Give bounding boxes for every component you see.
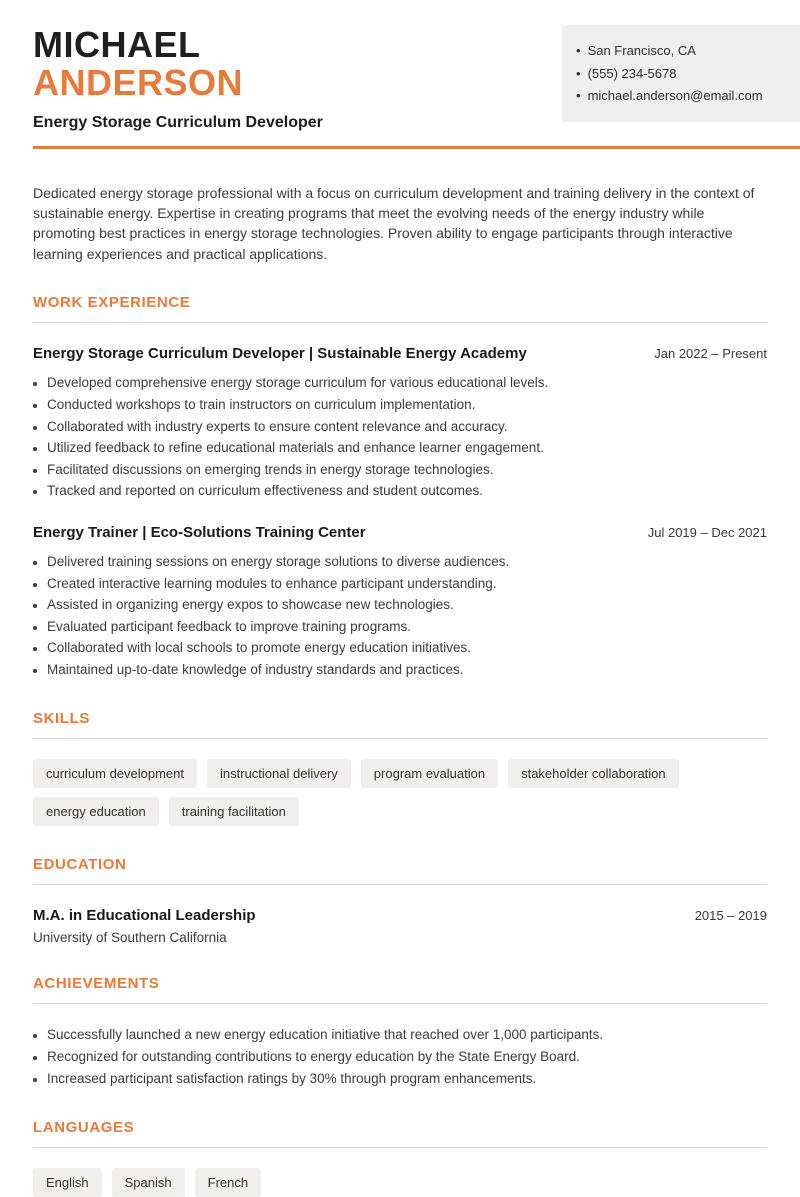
achievement-bullet: • Increased participant satisfaction ratings by 30% through program enhancements. bbox=[47, 1068, 767, 1090]
job-head bbox=[33, 524, 767, 541]
contact-email: michael.anderson@email.com bbox=[587, 88, 763, 104]
job-bullet: • Assisted in organizing energy expos to showcase new technologies. bbox=[47, 594, 767, 616]
job-title: Energy Trainer | Eco-Solutions Training Center bbox=[33, 523, 366, 541]
achievement-bullet: • Recognized for outstanding contributions to energy education by the State Energy Board. bbox=[47, 1046, 767, 1068]
section-heading-education: EDUCATION bbox=[33, 856, 127, 874]
skill-tag: training facilitation bbox=[169, 797, 299, 826]
summary-text: Dedicated energy storage professional with a focus on curriculum development and training delivery in the context of sustainable energy. Expertise in creating programs that meet the evolving needs of the energy industry while promoting best practices in energy storage technologies. Proven ability to engage participants through interactive learning experiences and practical applications. bbox=[33, 184, 755, 262]
skill-tag: energy education bbox=[33, 797, 159, 826]
section-rule bbox=[33, 884, 767, 885]
skill-tag: program evaluation bbox=[361, 759, 498, 788]
education-degree: M.A. in Educational Leadership bbox=[33, 907, 256, 925]
section-rule bbox=[33, 1147, 767, 1148]
job-bullet: • Collaborated with industry experts to ensure content relevance and accuracy. bbox=[47, 416, 767, 438]
achievements-bullet-list bbox=[33, 1024, 767, 1089]
job-bullet: • Evaluated participant feedback to improve training programs. bbox=[47, 616, 767, 638]
job-bullet: • Created interactive learning modules to enhance participant understanding. bbox=[47, 573, 767, 595]
job-dates: Jul 2019 – Dec 2021 bbox=[647, 524, 767, 540]
skills-tag-list bbox=[33, 759, 767, 826]
job-bullet: • Maintained up-to-date knowledge of industry standards and practices. bbox=[47, 659, 767, 681]
header-divider bbox=[33, 146, 800, 149]
job-entry bbox=[33, 345, 767, 502]
job-dates: Jan 2022 – Present bbox=[654, 346, 767, 362]
contact-location-row bbox=[576, 42, 784, 60]
job-bullet-list bbox=[33, 372, 767, 502]
job-head bbox=[33, 345, 767, 362]
section-rule bbox=[33, 738, 767, 739]
job-bullet: • Utilized feedback to refine educational materials and enhance learner engagement. bbox=[47, 437, 767, 459]
contact-card bbox=[562, 25, 800, 122]
skill-tag: curriculum development bbox=[33, 759, 197, 788]
achievement-bullet: • Successfully launched a new energy education initiative that reached over 1,000 participants. bbox=[47, 1024, 767, 1046]
section-heading-work: WORK EXPERIENCE bbox=[33, 294, 191, 312]
language-tag: English bbox=[33, 1168, 102, 1197]
header bbox=[0, 0, 800, 149]
section-achievements bbox=[33, 975, 767, 1089]
bullet-icon: • bbox=[576, 43, 581, 58]
job-bullet: • Delivered training sessions on energy storage solutions to diverse audiences. bbox=[47, 551, 767, 573]
section-rule bbox=[33, 1003, 767, 1004]
resume-title: Energy Storage Curriculum Developer bbox=[33, 113, 323, 131]
bullet-icon: • bbox=[576, 65, 581, 81]
languages-tag-list bbox=[33, 1168, 767, 1197]
section-skills bbox=[33, 710, 767, 826]
job-title: Energy Storage Curriculum Developer | Sustainable Energy Academy bbox=[33, 345, 527, 363]
job-bullet: • Facilitated discussions on emerging trends in energy storage technologies. bbox=[47, 459, 767, 481]
section-rule bbox=[33, 322, 767, 323]
contact-phone: (555) 234-5678 bbox=[587, 65, 677, 81]
skill-tag: instructional delivery bbox=[207, 759, 351, 788]
language-tag: Spanish bbox=[112, 1168, 185, 1197]
content bbox=[0, 183, 800, 1197]
section-work-experience bbox=[33, 294, 767, 680]
section-education bbox=[33, 856, 767, 945]
contact-email-row bbox=[576, 87, 784, 105]
job-bullet: • Developed comprehensive energy storage curriculum for various educational levels. bbox=[47, 372, 767, 394]
language-tag: French bbox=[195, 1168, 261, 1197]
first-name: MICHAEL bbox=[33, 24, 201, 65]
education-dates: 2015 – 2019 bbox=[694, 908, 767, 924]
contact-phone-row bbox=[576, 65, 784, 83]
job-bullet: • Conducted workshops to train instructors on curriculum implementation. bbox=[47, 394, 767, 416]
bullet-icon: • bbox=[576, 88, 581, 104]
education-school: University of Southern California bbox=[33, 930, 227, 946]
last-name: ANDERSON bbox=[33, 61, 244, 103]
job-bullet: • Collaborated with local schools to promote energy education initiatives. bbox=[47, 637, 767, 659]
job-entry bbox=[33, 524, 767, 681]
contact-location: San Francisco, CA bbox=[587, 43, 696, 58]
section-heading-skills: SKILLS bbox=[33, 710, 90, 728]
job-bullet-list bbox=[33, 551, 767, 681]
section-languages bbox=[33, 1119, 767, 1197]
section-heading-achievements: ACHIEVEMENTS bbox=[33, 975, 160, 993]
education-entry bbox=[33, 907, 767, 924]
skill-tag: stakeholder collaboration bbox=[508, 759, 679, 788]
section-heading-languages: LANGUAGES bbox=[33, 1119, 135, 1137]
job-bullet: • Tracked and reported on curriculum effectiveness and student outcomes. bbox=[47, 480, 767, 502]
